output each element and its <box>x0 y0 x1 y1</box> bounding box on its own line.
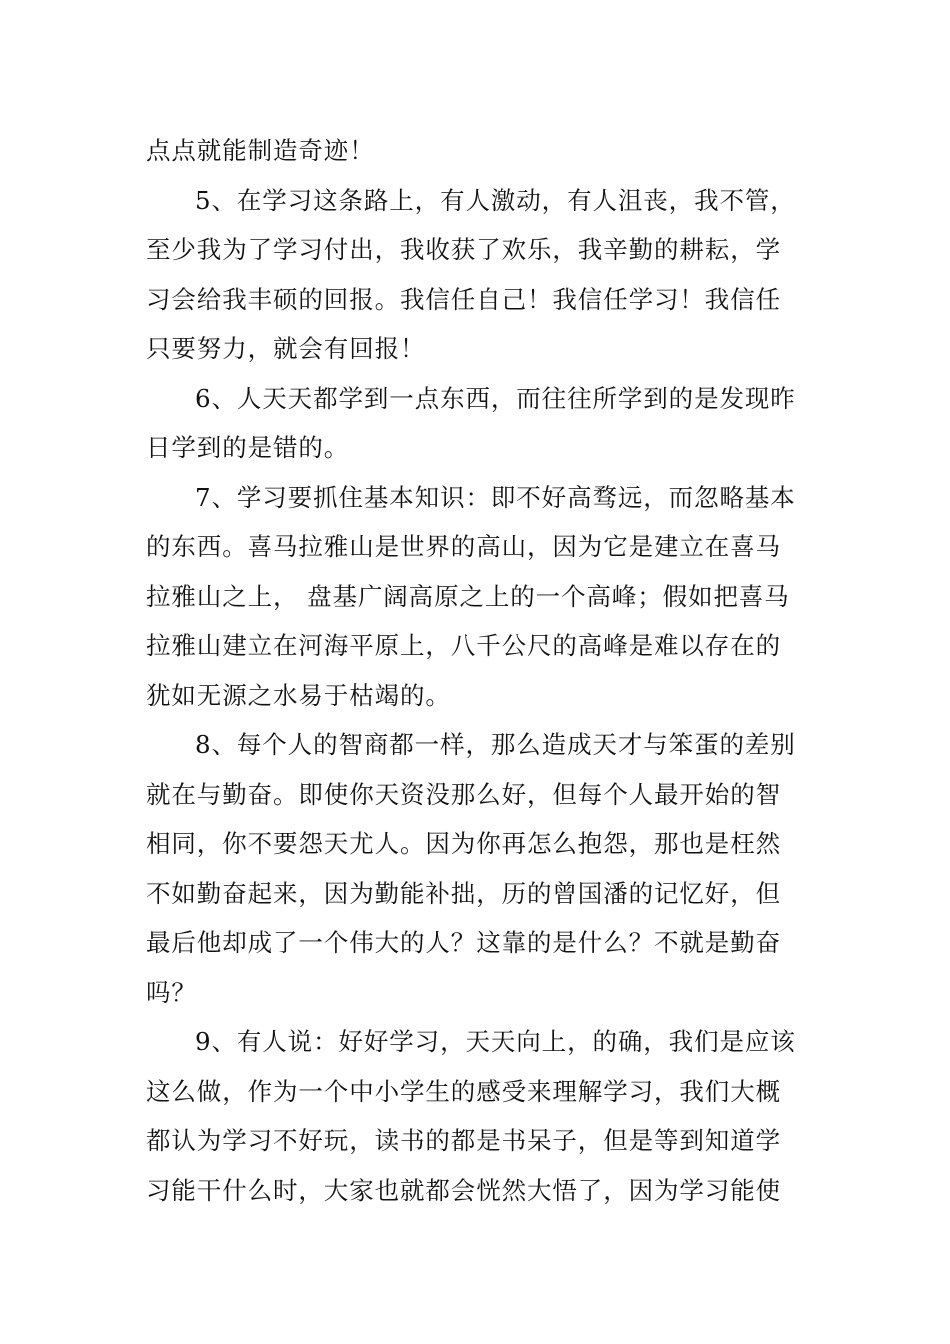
text-line: 6、人天天都学到一点东西，而往往所学到的是发现昨 <box>195 383 796 413</box>
text-line: 犹如无源之水易于枯竭的。 <box>146 680 451 710</box>
text-line: 不如勤奋起来，因为勤能补拙，历的曾国潘的记忆好，但 <box>146 878 781 908</box>
text-line: 相同，你不要怨天尤人。因为你再怎么抱怨，那也是枉然 <box>146 829 781 858</box>
text-line: 就在与勤奋。即使你天资没那么好，但每个人最开始的智 <box>146 779 781 809</box>
text-line: 都认为学习不好玩，读书的都是书呆子，但是等到知道学 <box>146 1126 781 1155</box>
text-line: 点点就能制造奇迹！ <box>146 136 375 165</box>
text-line: 日学到的是错的。 <box>146 433 350 462</box>
text-line: 这么做，作为一个中小学生的感受来理解学习，我们大概 <box>146 1076 781 1106</box>
text-line: 拉雅山建立在河海平原上，八千公尺的高峰是难以存在的 <box>146 631 781 660</box>
text-line: 至少我为了学习付出，我收获了欢乐，我辛勤的耕耘，学 <box>146 235 781 264</box>
text-line: 7、学习要抓住基本知识：即不好高骛远，而忽略基本 <box>195 482 796 512</box>
text-line: 拉雅山之上， 盘基广阔高原之上的一个高峰；假如把喜马 <box>146 581 790 611</box>
text-line: 吗？ <box>146 977 197 1007</box>
text-line: 的东西。喜马拉雅山是世界的高山，因为它是建立在喜马 <box>146 532 781 561</box>
text-line: 习能干什么时，大家也就都会恍然大悟了，因为学习能使 <box>146 1175 781 1205</box>
text-line: 9、有人说：好好学习，天天向上，的确，我们是应该 <box>195 1027 796 1056</box>
document-body <box>146 126 806 1215</box>
text-line: 5、在学习这条路上，有人激动，有人沮丧，我不管， <box>195 185 796 215</box>
text-line: 习会给我丰硕的回报。我信任自己！我信任学习！我信任 <box>146 284 781 314</box>
text-line: 8、每个人的智商都一样，那么造成天才与笨蛋的差别 <box>195 730 796 759</box>
text-line: 最后他却成了一个伟大的人？这靠的是什么？不就是勤奋 <box>146 928 781 957</box>
text-line: 只要努力，就会有回报！ <box>146 334 426 363</box>
